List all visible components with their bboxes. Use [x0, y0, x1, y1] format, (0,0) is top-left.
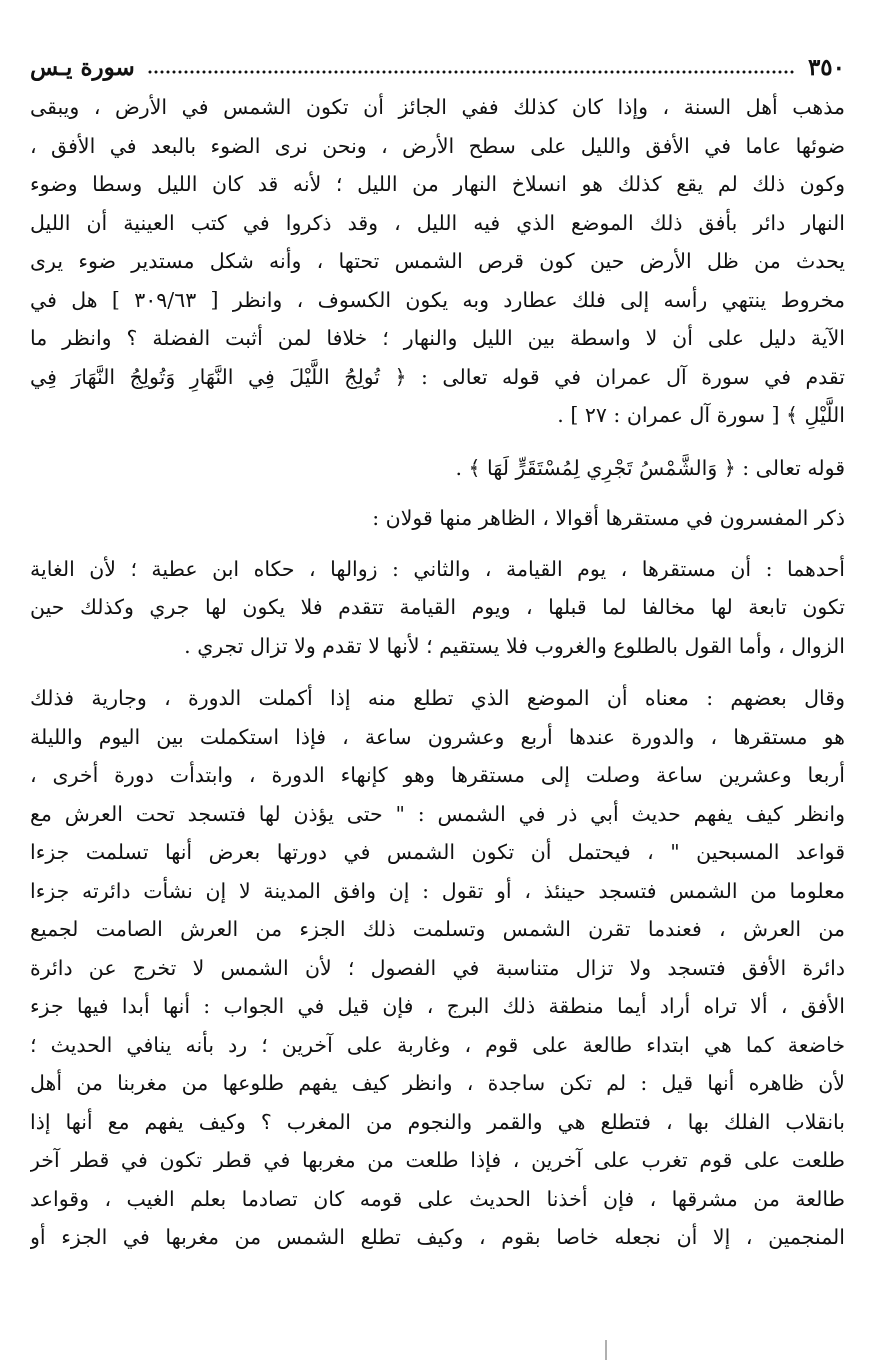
text-line: لأن ظاهره أنها قيل : لم تكن ساجدة ، وانظر كيف يفهم طلوعها من مغربنا من أهل: [30, 1071, 845, 1095]
text-line: قواعد المسبحين " ، فيحتمل أن تكون الشمس في دورتها بعرض أنها تسلمت جزءا: [30, 840, 845, 864]
page-body: [30, 88, 845, 1257]
text-line: ضوئها عاما في الأفق والليل على سطح الأرض ، ونحن نرى الضوء بالبعد في الأفق ،: [30, 133, 845, 158]
text-line: اللَّيْلِ ﴾ [ سورة آل عمران : ٢٧ ] .: [557, 403, 845, 427]
text-line: مخروط ينتهي رأسه إلى فلك عطارد وبه يكون الكسوف ، وانظر [ ٣٠٩/٦٣ ] هل في: [30, 287, 845, 312]
text-line: خاضعة كما هي ابتداء طالعة على قوم ، وغاربة على آخرين ؛ رد بأنه ينافي الحديث ؛: [30, 1032, 845, 1057]
text-line: ذكر المفسرون في مستقرها أقوالا ، الظاهر منها قولان :: [372, 506, 845, 530]
page-header: [30, 50, 845, 84]
text-line: الآية دليل على أن لا واسطة بين الليل والنهار ؛ خلافا لمن أثبت الفضلة ؟ وانظر ما: [30, 326, 845, 350]
paragraph-3: [30, 499, 845, 538]
text-line: بانقلاب الفلك بها ، فتطلع هي والقمر والنجوم من المغرب ؟ وكيف يفهم مع أنها إذا: [30, 1109, 845, 1134]
text-line: وكون ذلك لم يقع كذلك هو انسلاخ النهار من الليل ؛ لأنه قد كان الليل وسطا وضوء: [30, 172, 845, 196]
text-line: الزوال ، وأما القول بالطلوع والغروب فلا يستقيم ؛ لأنها لا تقدم ولا تزال تجري .: [184, 633, 845, 658]
text-line: طلعت على قوم تغرب على آخرين ، فإذا طلعت من مغربها في قطر تكون في قطر آخر: [30, 1148, 845, 1172]
paragraph-5: [30, 679, 845, 1257]
text-line: أحدهما : أن مستقرها ، يوم القيامة ، والثاني : زوالها ، حكاه ابن عطية ؛ لأن الغاية: [30, 556, 845, 581]
surah-title: سورة يـس: [30, 53, 135, 81]
text-line: وقال بعضهم : معناه أن الموضع الذي تطلع منه إذا أكملت الدورة ، وجارية فذلك: [30, 686, 845, 710]
dotted-separator: [147, 69, 796, 75]
text-line: وانظر كيف يفهم حديث أبي ذر في الشمس : " حتى يؤذن لها فتسجد تحت العرش مع: [30, 801, 845, 826]
verse-heading: [30, 449, 845, 488]
scan-artifact-mark: [605, 1340, 607, 1360]
paragraph-4: [30, 550, 845, 666]
text-line: الأفق ، ألا تراه أراد أيما منطقة ذلك البرج ، فإن قيل في الجواب : أنها أبدا فيها جزء: [30, 994, 845, 1018]
text-line: النهار دائر بأفق ذلك الموضع الذي فيه الليل ، وقد ذكروا في كتب العينية أن الليل: [30, 210, 845, 235]
text-line: معلوما من الشمس فتسجد حينئذ ، أو تقول : إن وافق المدينة لا إن نشأت دائرته جزءا: [30, 878, 845, 903]
text-line: دائرة الأفق فتسجد ولا تزال متناسبة في الفصول ؛ لأن الشمس لا تخرج عن دائرة: [30, 955, 845, 980]
text-line: تكون تابعة لها مخالفا لما قبلها ، ويوم القيامة تتقدم فلا يكون لها جري وكذلك حين: [30, 595, 845, 619]
page-number: ٣٥٠: [807, 53, 845, 81]
text-line: أربعا وعشرين ساعة وصلت إلى مستقرها وهو كإنهاء الدورة ، وابتدأت دورة أخرى ،: [30, 763, 845, 787]
text-line: مذهب أهل السنة ، وإذا كان كذلك ففي الجائز أن تكون الشمس في الأرض ، ويبقى: [30, 95, 845, 119]
text-line: تقدم في سورة آل عمران في قوله تعالى : ﴿ تُولِجُ اللَّيْلَ فِي النَّهَارِ وَتُولِجُ النَّهَارَ فِي: [30, 364, 845, 389]
text-line: المنجمين ، إلا أن نجعله خاصا بقوم ، وكيف تطلع الشمس من مغربها في الجزء أو: [30, 1225, 845, 1249]
text-line: يحدث من ظل الأرض حين كون قرص الشمس تحتها ، وأنه شكل مستدير ضوء يرى: [30, 249, 845, 273]
verse-line: قوله تعالى : ﴿ وَالشَّمْسُ تَجْرِي لِمُسْتَقَرٍّ لَهَا ﴾ .: [455, 455, 845, 480]
paragraph-1: [30, 88, 845, 435]
text-line: هو مستقرها ، والدورة عندها أربع وعشرون ساعة ، فإذا استكملت بين اليوم والليلة: [30, 724, 845, 749]
text-line: من العرش ، فعندما تقرن الشمس وتسلمت ذلك الجزء من العرش الصامت لجميع: [30, 917, 845, 941]
text-line: طالعة من مشرقها ، فإن أخذنا الحديث على قومه كان تصادما بعلم الغيب ، وقواعد: [30, 1186, 845, 1211]
